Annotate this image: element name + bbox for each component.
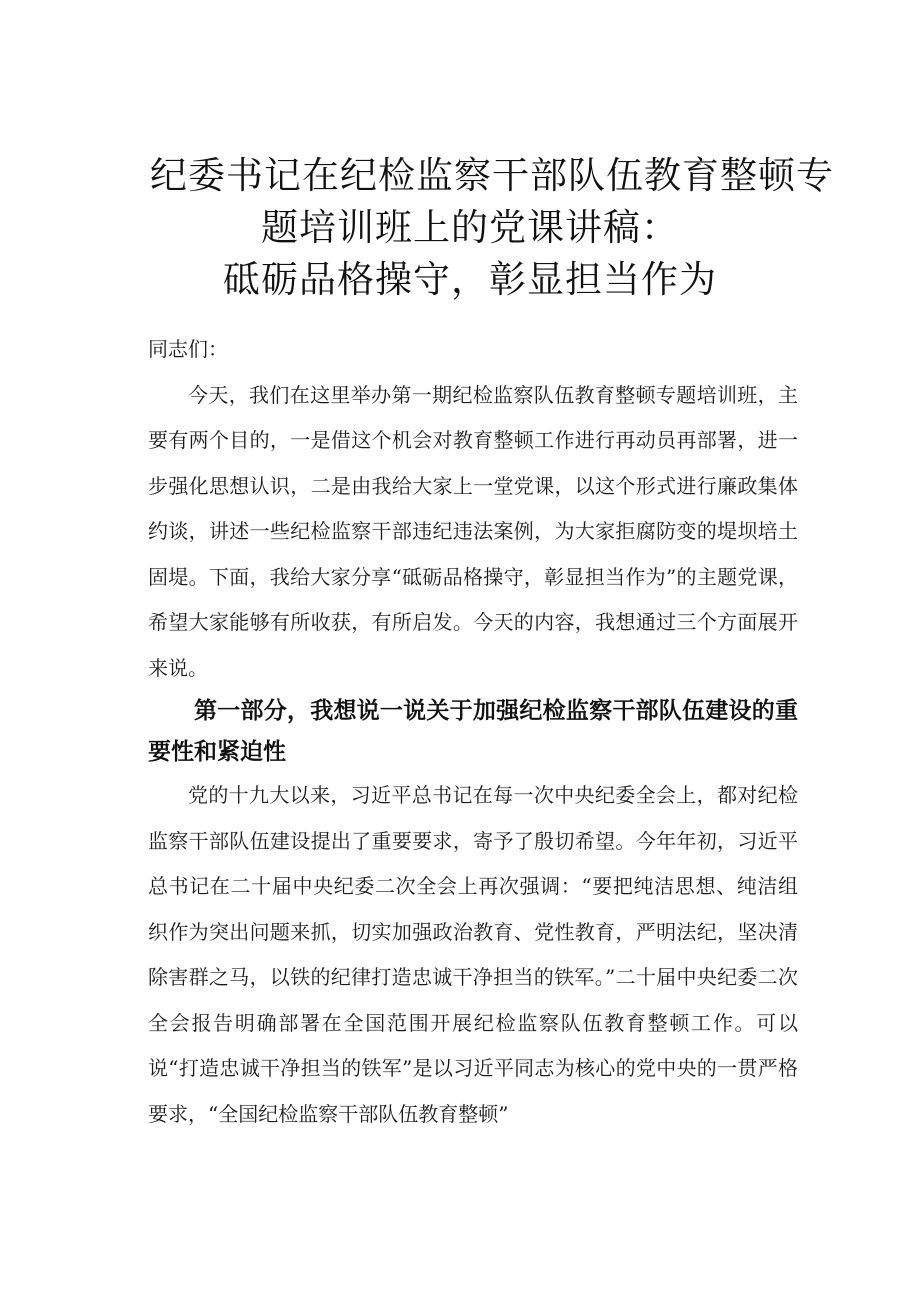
title-line-2: 题培训班上的党课讲稿：	[261, 206, 679, 249]
section-heading-part-one: 第一部分，我想说一说关于加强纪检监察干部队伍建设的重要性和紧迫性	[148, 698, 798, 765]
title-line-1: 纪委书记在纪检监察干部队伍教育整顿专	[150, 154, 834, 197]
document-body	[148, 327, 798, 1137]
document-title	[150, 150, 834, 306]
intro-paragraph: 今天，我们在这里举办第一期纪检监察队伍教育整顿专题培训班，主要有两个目的，一是借这个机会对教育整顿工作进行再动员再部署，进一步强化思想认识，二是由我给大家上一堂党课，以这个形式进行廉政集体约谈，讲述一些纪检监察干部违纪违法案例，为大家拒腐防变的堤坝培土固堤。下面，我给大家分享“砥砺品格操守，彰显担当作为”的主题党课，希望大家能够有所收获，有所启发。今天的内容，我想通过三个方面展开来说。	[148, 382, 798, 680]
title-line-3: 砥砺品格操守，彰显担当作为	[223, 258, 717, 301]
section-paragraph: 党的十九大以来，习近平总书记在每一次中央纪委全会上，都对纪检监察干部队伍建设提出了重要要求，寄予了殷切希望。今年年初，习近平总书记在二十届中央纪委二次全会上再次强调：“要把纯洁思想、纯洁组织作为突出问题来抓，切实加强政治教育、党性教育，严明法纪，坚决清除害群之马，以铁的纪律打造忠诚干净担当的铁军。”二十届中央纪委二次全会报告明确部署在全国范围开展纪检监察队伍教育整顿工作。可以说“打造忠诚干净担当的铁军”是以习近平同志为核心的党中央的一贯严格要求，“全国纪检监察干部队伍教育整顿”	[148, 783, 798, 1126]
salutation: 同志们：	[148, 337, 228, 361]
